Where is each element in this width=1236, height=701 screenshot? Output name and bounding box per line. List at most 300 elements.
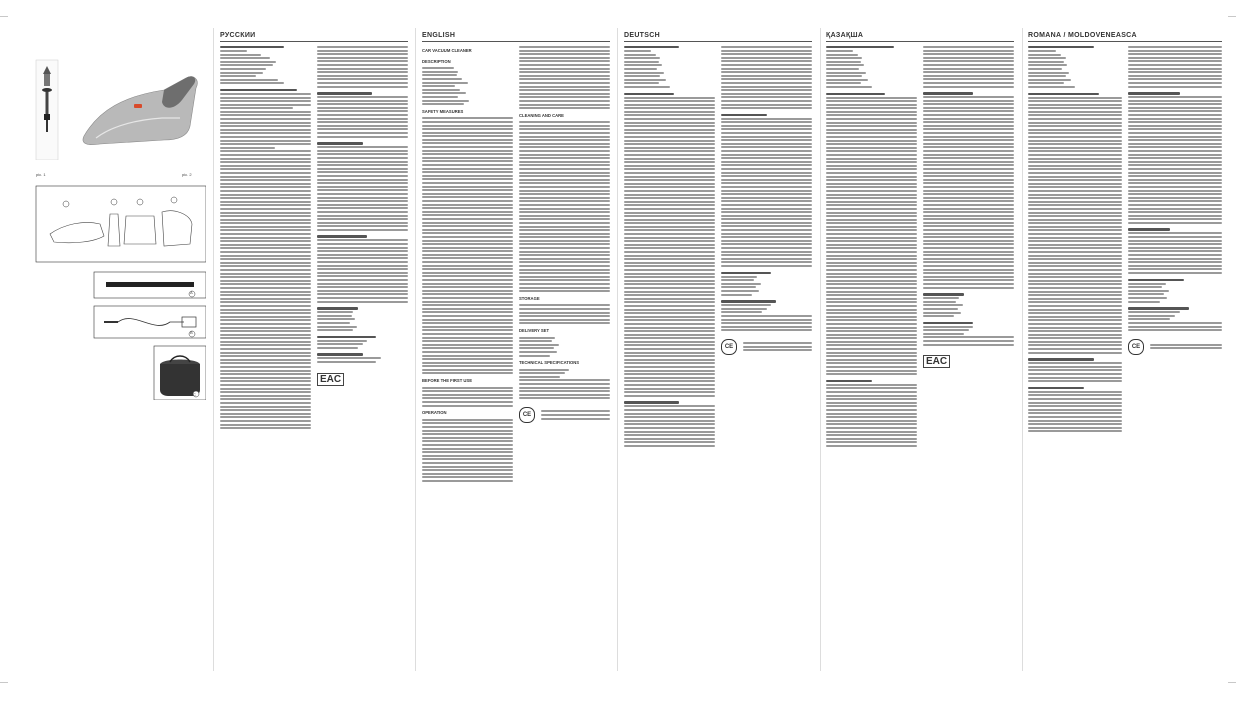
text-line (1128, 228, 1170, 230)
text-line (1128, 107, 1222, 109)
text-line (317, 75, 408, 77)
text-line (519, 247, 610, 249)
text-line (721, 294, 752, 296)
column-english-content (422, 32, 610, 665)
text-line (624, 370, 715, 372)
text-line (1028, 362, 1122, 364)
text-line (1028, 165, 1122, 167)
text-line (220, 194, 311, 196)
text-line (317, 275, 408, 277)
text-line (826, 366, 917, 368)
text-line (826, 154, 917, 156)
text-line (923, 261, 1014, 263)
text-line (826, 86, 872, 88)
text-line (317, 175, 408, 177)
text-line (923, 297, 959, 299)
text-line (1028, 79, 1071, 81)
text-line (1028, 366, 1122, 368)
text-line (422, 218, 513, 220)
text-line (923, 53, 1014, 55)
text-line (1128, 64, 1222, 66)
text-line (317, 357, 381, 359)
text-line (519, 222, 610, 224)
text-line (519, 200, 610, 202)
text-line (317, 121, 408, 123)
text-line (1128, 279, 1184, 281)
text-line (624, 168, 715, 170)
text-line (422, 351, 513, 353)
text-line (317, 189, 408, 191)
text-line (422, 433, 513, 435)
text-line (1028, 57, 1066, 59)
text-line (721, 200, 812, 202)
text-line (826, 384, 917, 386)
text-line (624, 337, 715, 339)
text-line (220, 93, 311, 95)
text-line (923, 82, 1014, 84)
text-line (826, 280, 917, 282)
text-line (220, 237, 311, 239)
text-line (826, 50, 853, 52)
text-line (721, 154, 812, 156)
subheading: CLEANING AND CARE (519, 112, 564, 118)
text-line (923, 182, 1014, 184)
text-line (826, 161, 917, 163)
text-line (519, 355, 550, 357)
text-line (220, 406, 311, 408)
text-line (317, 53, 408, 55)
text-line (1128, 179, 1222, 181)
text-line (826, 355, 917, 357)
text-line (826, 82, 861, 84)
text-line (721, 46, 812, 48)
text-line (220, 341, 311, 343)
text-line (826, 298, 917, 300)
text-line (220, 229, 311, 231)
text-line (317, 161, 408, 163)
text-line (923, 175, 1014, 177)
text-line (721, 64, 812, 66)
text-line (923, 190, 1014, 192)
text-line (519, 283, 610, 285)
text-line (721, 265, 812, 267)
text-line (721, 68, 812, 70)
text-line (1028, 129, 1122, 131)
column-kazakh (826, 32, 1014, 665)
text-line (317, 254, 408, 256)
text-block (721, 46, 812, 447)
text-line (519, 93, 610, 95)
text-line (317, 340, 367, 342)
eac-mark: EAC (923, 355, 950, 368)
text-line (1028, 240, 1122, 242)
text-line (826, 334, 917, 336)
text-line (1128, 57, 1222, 59)
text-line (721, 168, 812, 170)
text-line (826, 186, 917, 188)
text-line (826, 165, 917, 167)
text-line (317, 68, 408, 70)
text-line (1028, 118, 1122, 120)
text-line (624, 72, 664, 74)
text-line (220, 222, 311, 224)
text-line (721, 308, 767, 310)
text-line (624, 366, 715, 368)
text-line (826, 431, 917, 433)
text-line (624, 373, 715, 375)
text-line (422, 186, 513, 188)
text-line (422, 340, 513, 342)
text-line (721, 50, 812, 52)
text-line (624, 190, 715, 192)
text-line (220, 129, 311, 131)
text-line (826, 104, 917, 106)
text-line (220, 240, 311, 242)
text-line (923, 204, 1014, 206)
text-line (422, 92, 466, 94)
text-line (519, 161, 610, 163)
text-line (826, 93, 885, 95)
text-line (826, 273, 917, 275)
text-line (1028, 104, 1122, 106)
text-line (826, 405, 917, 407)
text-line (422, 419, 513, 421)
crop-mark (0, 16, 8, 17)
text-line (1128, 265, 1222, 267)
text-line (721, 315, 812, 317)
text-line (826, 176, 917, 178)
text-line (1128, 92, 1180, 94)
text-line (519, 104, 610, 106)
text-line (317, 222, 408, 224)
text-line (923, 200, 1014, 202)
text-line (624, 298, 715, 300)
text-line (624, 291, 715, 293)
text-line (923, 247, 1014, 249)
text-line (220, 395, 311, 397)
column-russian (220, 32, 408, 665)
text-line (923, 208, 1014, 210)
text-line (1128, 254, 1222, 256)
text-line (624, 265, 715, 267)
text-line (1028, 93, 1099, 95)
text-line (1128, 50, 1222, 52)
text-line (624, 183, 715, 185)
text-line (1028, 273, 1122, 275)
text-line (519, 150, 610, 152)
text-line (1028, 309, 1122, 311)
text-line (220, 107, 293, 109)
text-line (1028, 122, 1122, 124)
text-line (826, 387, 917, 389)
text-line (422, 171, 513, 173)
text-line (721, 233, 812, 235)
text-line (1128, 136, 1222, 138)
text-line (1028, 377, 1122, 379)
text-line (923, 103, 1014, 105)
text-line (624, 388, 715, 390)
text-line (1028, 402, 1122, 404)
text-block (541, 410, 610, 419)
text-line (923, 172, 1014, 174)
text-line (220, 377, 311, 379)
text-line (519, 121, 610, 123)
text-line (826, 233, 917, 235)
text-line (624, 341, 715, 343)
text-line (624, 179, 715, 181)
text-line (1028, 86, 1075, 88)
text-line (519, 64, 610, 66)
text-line (1028, 430, 1122, 432)
text-line (422, 322, 513, 324)
text-line (923, 186, 1014, 188)
subheading: OPERATION (422, 410, 447, 416)
text-line (721, 222, 812, 224)
text-line (1028, 283, 1122, 285)
text-line (519, 143, 610, 145)
text-line (519, 125, 610, 127)
text-line (317, 128, 408, 130)
text-line (923, 272, 1014, 274)
text-line (1028, 179, 1122, 181)
text-line (519, 261, 610, 263)
text-line (1028, 176, 1122, 178)
text-line (624, 355, 715, 357)
text-line (923, 193, 1014, 195)
text-line (1128, 164, 1222, 166)
text-line (422, 146, 513, 148)
text-line (422, 315, 513, 317)
text-line (1028, 265, 1122, 267)
text-line (220, 57, 270, 59)
text-line (923, 304, 963, 306)
text-line (923, 100, 1014, 102)
text-line (721, 104, 812, 106)
text-line (317, 293, 408, 295)
text-line (1128, 118, 1222, 120)
text-line (923, 64, 1014, 66)
text-line (220, 158, 311, 160)
text-line (721, 164, 812, 166)
text-line (1028, 291, 1122, 293)
text-line (721, 146, 812, 148)
text-line (923, 96, 1014, 98)
text-line (923, 254, 1014, 256)
text-line (1028, 269, 1122, 271)
text-line (519, 128, 610, 130)
text-line (624, 416, 715, 418)
text-line (519, 279, 610, 281)
text-line (422, 168, 513, 170)
text-line (721, 114, 767, 116)
text-line (923, 333, 964, 335)
text-line (826, 413, 917, 415)
text-line (220, 362, 311, 364)
text-line (1028, 301, 1122, 303)
text-line (721, 193, 812, 195)
text-line (519, 182, 610, 184)
text-line (220, 125, 311, 127)
text-line (826, 370, 917, 372)
text-line (317, 157, 408, 159)
text-line (1128, 193, 1222, 195)
figure-label: pic. 1 (36, 172, 46, 177)
text-line (422, 286, 513, 288)
text-line (317, 46, 408, 48)
text-line (220, 370, 311, 372)
text-line (220, 319, 311, 321)
text-line (422, 236, 513, 238)
text-line (1128, 128, 1222, 130)
text-line (624, 147, 715, 149)
text-line (422, 358, 513, 360)
text-line (721, 204, 812, 206)
text-line (317, 82, 408, 84)
text-line (721, 125, 812, 127)
text-line (624, 273, 715, 275)
text-line (519, 215, 610, 217)
text-line (519, 347, 554, 349)
text-line (220, 100, 311, 102)
text-line (624, 301, 715, 303)
text-line (1028, 427, 1122, 429)
text-line (220, 233, 311, 235)
text-line (317, 297, 408, 299)
text-line (923, 312, 961, 314)
text-line (422, 135, 513, 137)
text-line (220, 312, 311, 314)
text-line (1128, 250, 1222, 252)
text-line (422, 196, 513, 198)
text-line (923, 157, 1014, 159)
text-line (721, 182, 812, 184)
text-line (1028, 405, 1122, 407)
text-line (624, 445, 715, 447)
text-line (1128, 75, 1222, 77)
text-line (721, 132, 812, 134)
text-block (422, 46, 513, 482)
text-line (519, 319, 610, 321)
text-line (826, 219, 917, 221)
text-line (826, 323, 917, 325)
text-line (519, 172, 610, 174)
text-block (1028, 46, 1122, 432)
text-line (317, 168, 408, 170)
text-line (826, 319, 917, 321)
text-line (220, 150, 311, 152)
text-line (923, 225, 1014, 227)
text-line (317, 193, 408, 195)
text-line (624, 86, 670, 88)
text-line (422, 476, 513, 478)
text-line (422, 319, 513, 321)
text-line (1128, 53, 1222, 55)
text-line (422, 311, 513, 313)
text-line (1028, 143, 1122, 145)
text-line (519, 236, 610, 238)
text-line (743, 346, 812, 348)
text-line (826, 107, 917, 109)
text-line (826, 237, 917, 239)
text-line (317, 182, 408, 184)
fold-line (415, 28, 416, 671)
text-line (317, 326, 357, 328)
text-line (923, 236, 1014, 238)
text-line (624, 405, 715, 407)
text-line (220, 276, 311, 278)
text-line (422, 204, 513, 206)
text-line (422, 369, 513, 371)
text-line (624, 132, 715, 134)
text-line (624, 129, 715, 131)
text-line (624, 161, 715, 163)
text-line (721, 311, 762, 313)
text-line (721, 172, 812, 174)
text-line (721, 139, 812, 141)
text-line (1028, 352, 1122, 354)
text-line (826, 409, 917, 411)
text-line (1028, 136, 1122, 138)
text-line (220, 334, 311, 336)
text-line (721, 161, 812, 163)
text-line (317, 125, 408, 127)
text-line (826, 402, 917, 404)
text-line (923, 60, 1014, 62)
text-line (422, 157, 513, 159)
text-line (1128, 168, 1222, 170)
ce-mark: CE (1128, 339, 1144, 355)
text-line (826, 247, 917, 249)
text-line (220, 161, 311, 163)
text-line (220, 280, 311, 282)
text-line (422, 430, 513, 432)
text-line (1028, 82, 1064, 84)
text-line (220, 201, 311, 203)
text-line (1128, 290, 1169, 292)
text-line (317, 218, 408, 220)
text-line (422, 85, 455, 87)
text-line (519, 139, 610, 141)
text-line (422, 254, 513, 256)
text-line (1028, 111, 1122, 113)
text-line (1028, 247, 1122, 249)
text-line (826, 194, 917, 196)
text-line (923, 197, 1014, 199)
text-line (1128, 301, 1160, 303)
text-line (624, 438, 715, 440)
text-line (1028, 394, 1122, 396)
subheading: BEFORE THE FIRST USE (422, 378, 473, 384)
text-line (1128, 182, 1222, 184)
text-line (519, 258, 610, 260)
text-line (422, 387, 513, 389)
text-line (826, 140, 917, 142)
text-line (422, 207, 513, 209)
text-line (624, 50, 651, 52)
text-line (826, 168, 917, 170)
text-line (1028, 423, 1122, 425)
text-line (1128, 200, 1222, 202)
text-line (220, 114, 311, 116)
text-line (624, 287, 715, 289)
text-line (721, 215, 812, 217)
text-line (624, 431, 715, 433)
text-line (826, 312, 917, 314)
text-line (923, 68, 1014, 70)
text-line (826, 441, 917, 443)
text-line (1128, 86, 1222, 88)
text-line (541, 418, 610, 420)
